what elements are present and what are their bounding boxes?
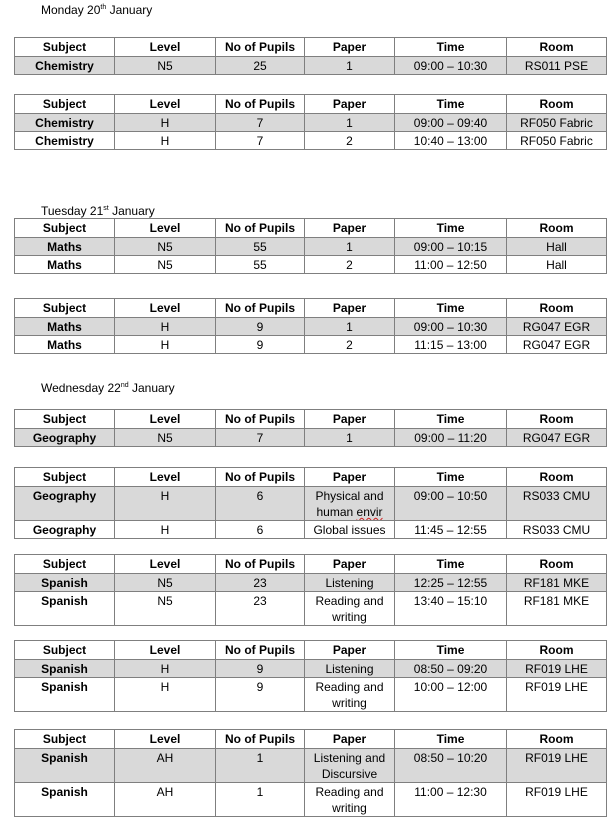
header-subject: Subject bbox=[15, 730, 115, 749]
cell-subject bbox=[15, 660, 115, 678]
cell-text: N5 bbox=[157, 594, 173, 608]
cell-text: 08:50 – 10:20 bbox=[413, 751, 488, 765]
cell-text: Hall bbox=[546, 258, 567, 272]
header-room: Room bbox=[507, 468, 607, 487]
header-pupils: No of Pupils bbox=[216, 219, 305, 238]
cell-text: 2 bbox=[346, 338, 353, 352]
cell-text: Reading and writing bbox=[315, 680, 384, 710]
cell-text: H bbox=[160, 338, 170, 352]
cell-time bbox=[395, 256, 507, 274]
header-subject: Subject bbox=[15, 38, 115, 57]
header-subject: Subject bbox=[15, 410, 115, 429]
cell-text: 09:00 – 10:50 bbox=[413, 489, 488, 503]
cell-text: Chemistry bbox=[35, 59, 94, 73]
cell-room bbox=[507, 57, 607, 75]
header-time: Time bbox=[395, 730, 507, 749]
cell-pupils bbox=[216, 678, 305, 712]
cell-room bbox=[507, 749, 607, 783]
cell-room bbox=[507, 429, 607, 447]
cell-pupils bbox=[216, 57, 305, 75]
table-row bbox=[15, 574, 607, 592]
cell-text: Global issues bbox=[313, 523, 386, 537]
cell-text: H bbox=[160, 662, 170, 676]
header-pupils: No of Pupils bbox=[216, 95, 305, 114]
table-row bbox=[15, 783, 607, 817]
cell-text: RG047 EGR bbox=[522, 320, 591, 334]
cell-paper bbox=[305, 660, 395, 678]
cell-room bbox=[507, 487, 607, 521]
day-month: January bbox=[109, 3, 153, 17]
cell-pupils bbox=[216, 336, 305, 354]
cell-subject bbox=[15, 132, 115, 150]
header-room: Room bbox=[507, 730, 607, 749]
header-pupils: No of Pupils bbox=[216, 410, 305, 429]
table-row bbox=[15, 114, 607, 132]
cell-level bbox=[115, 114, 216, 132]
cell-text: Maths bbox=[47, 240, 82, 254]
cell-text: Listening bbox=[325, 662, 374, 676]
exam-table bbox=[14, 554, 607, 626]
cell-text: AH bbox=[156, 751, 174, 765]
cell-text: Maths bbox=[47, 338, 82, 352]
cell-text: Spanish bbox=[41, 594, 88, 608]
cell-text-extra: envir bbox=[356, 505, 383, 519]
cell-time bbox=[395, 749, 507, 783]
cell-level bbox=[115, 57, 216, 75]
cell-room bbox=[507, 318, 607, 336]
cell-text: 9 bbox=[256, 338, 264, 352]
cell-text: N5 bbox=[157, 240, 173, 254]
cell-text: 11:00 – 12:50 bbox=[414, 258, 487, 272]
cell-text: Maths bbox=[47, 320, 82, 334]
cell-text: 11:15 – 13:00 bbox=[414, 338, 487, 352]
cell-time bbox=[395, 678, 507, 712]
cell-text: H bbox=[160, 680, 170, 694]
cell-text: Geography bbox=[32, 523, 97, 537]
header-paper: Paper bbox=[305, 299, 395, 318]
cell-text: RF019 LHE bbox=[525, 751, 588, 765]
cell-level bbox=[115, 521, 216, 539]
header-time: Time bbox=[395, 299, 507, 318]
cell-paper bbox=[305, 318, 395, 336]
cell-paper bbox=[305, 57, 395, 75]
cell-pupils bbox=[216, 318, 305, 336]
cell-text: RS011 PSE bbox=[524, 59, 589, 73]
cell-time bbox=[395, 318, 507, 336]
cell-level bbox=[115, 256, 216, 274]
cell-text: 10:00 – 12:00 bbox=[413, 680, 488, 694]
cell-paper bbox=[305, 429, 395, 447]
cell-pupils bbox=[216, 574, 305, 592]
cell-pupils bbox=[216, 256, 305, 274]
header-level: Level bbox=[115, 468, 216, 487]
exam-table bbox=[14, 409, 607, 447]
cell-level bbox=[115, 487, 216, 521]
cell-subject bbox=[15, 114, 115, 132]
table-row bbox=[15, 521, 607, 539]
header-level: Level bbox=[115, 95, 216, 114]
cell-pupils bbox=[216, 429, 305, 447]
header-subject: Subject bbox=[15, 468, 115, 487]
cell-paper bbox=[305, 574, 395, 592]
cell-room bbox=[507, 783, 607, 817]
cell-text: Chemistry bbox=[35, 116, 94, 130]
day-heading bbox=[41, 381, 175, 395]
cell-subject bbox=[15, 574, 115, 592]
cell-text: RS033 CMU bbox=[522, 523, 591, 537]
header-subject: Subject bbox=[15, 641, 115, 660]
cell-text: 1 bbox=[346, 116, 353, 130]
cell-paper bbox=[305, 114, 395, 132]
cell-paper bbox=[305, 749, 395, 783]
table-row bbox=[15, 592, 607, 626]
cell-subject bbox=[15, 256, 115, 274]
header-paper: Paper bbox=[305, 410, 395, 429]
cell-subject bbox=[15, 678, 115, 712]
cell-level bbox=[115, 660, 216, 678]
header-room: Room bbox=[507, 555, 607, 574]
cell-paper bbox=[305, 783, 395, 817]
cell-text: 9 bbox=[256, 680, 264, 694]
cell-text: H bbox=[160, 134, 170, 148]
cell-subject bbox=[15, 57, 115, 75]
cell-text: N5 bbox=[157, 258, 173, 272]
cell-text: RG047 EGR bbox=[522, 338, 591, 352]
exam-table bbox=[14, 37, 607, 75]
header-paper: Paper bbox=[305, 730, 395, 749]
table-header-row bbox=[15, 555, 607, 574]
header-room: Room bbox=[507, 299, 607, 318]
cell-level bbox=[115, 592, 216, 626]
day-suffix: nd bbox=[120, 382, 129, 389]
cell-subject bbox=[15, 783, 115, 817]
header-paper: Paper bbox=[305, 641, 395, 660]
cell-subject bbox=[15, 429, 115, 447]
cell-text: N5 bbox=[157, 431, 173, 445]
cell-text: 6 bbox=[256, 523, 264, 537]
day-name: Tuesday 21 bbox=[41, 204, 104, 218]
header-room: Room bbox=[507, 219, 607, 238]
table-header-row bbox=[15, 641, 607, 660]
cell-time bbox=[395, 132, 507, 150]
cell-text: Spanish bbox=[41, 680, 88, 694]
cell-time bbox=[395, 783, 507, 817]
cell-text: H bbox=[160, 320, 170, 334]
cell-text: RF019 LHE bbox=[525, 785, 588, 799]
cell-text: 1 bbox=[346, 431, 353, 445]
exam-table bbox=[14, 94, 607, 150]
cell-text: Listening bbox=[325, 576, 374, 590]
header-room: Room bbox=[507, 95, 607, 114]
table-row bbox=[15, 487, 607, 521]
cell-pupils bbox=[216, 114, 305, 132]
cell-text: H bbox=[160, 116, 170, 130]
cell-text: RF181 MKE bbox=[523, 594, 590, 608]
header-time: Time bbox=[395, 38, 507, 57]
table-header-row bbox=[15, 38, 607, 57]
cell-level bbox=[115, 749, 216, 783]
cell-paper bbox=[305, 592, 395, 626]
cell-text: 9 bbox=[256, 662, 264, 676]
cell-room bbox=[507, 678, 607, 712]
cell-text: N5 bbox=[157, 576, 173, 590]
cell-paper bbox=[305, 678, 395, 712]
cell-room bbox=[507, 256, 607, 274]
header-level: Level bbox=[115, 219, 216, 238]
cell-room bbox=[507, 238, 607, 256]
header-room: Room bbox=[507, 38, 607, 57]
header-paper: Paper bbox=[305, 38, 395, 57]
cell-text: H bbox=[160, 523, 170, 537]
cell-time bbox=[395, 238, 507, 256]
table-row bbox=[15, 318, 607, 336]
cell-pupils bbox=[216, 749, 305, 783]
header-time: Time bbox=[395, 410, 507, 429]
cell-paper bbox=[305, 521, 395, 539]
cell-room bbox=[507, 132, 607, 150]
header-pupils: No of Pupils bbox=[216, 555, 305, 574]
cell-text: Spanish bbox=[41, 662, 88, 676]
table-header-row bbox=[15, 730, 607, 749]
header-subject: Subject bbox=[15, 555, 115, 574]
day-name: Monday 20 bbox=[41, 3, 101, 17]
cell-pupils bbox=[216, 132, 305, 150]
table-row bbox=[15, 238, 607, 256]
cell-level bbox=[115, 429, 216, 447]
header-level: Level bbox=[115, 38, 216, 57]
cell-paper bbox=[305, 238, 395, 256]
table-row bbox=[15, 678, 607, 712]
cell-time bbox=[395, 487, 507, 521]
cell-text: 6 bbox=[256, 489, 264, 503]
cell-text: AH bbox=[156, 785, 174, 799]
day-month: January bbox=[131, 381, 175, 395]
header-paper: Paper bbox=[305, 95, 395, 114]
table-row bbox=[15, 749, 607, 783]
cell-time bbox=[395, 114, 507, 132]
cell-text: 10:40 – 13:00 bbox=[413, 134, 488, 148]
exam-table bbox=[14, 729, 607, 817]
cell-text: Spanish bbox=[41, 751, 88, 765]
table-row bbox=[15, 429, 607, 447]
cell-text: RF019 LHE bbox=[525, 680, 588, 694]
day-month: January bbox=[112, 204, 155, 218]
cell-room bbox=[507, 336, 607, 354]
exam-table bbox=[14, 640, 607, 712]
cell-subject bbox=[15, 318, 115, 336]
cell-text: RG047 EGR bbox=[522, 431, 591, 445]
cell-text: 23 bbox=[253, 594, 267, 608]
header-paper: Paper bbox=[305, 555, 395, 574]
table-row bbox=[15, 336, 607, 354]
cell-text: RF181 MKE bbox=[523, 576, 590, 590]
cell-time bbox=[395, 592, 507, 626]
cell-text: 11:00 – 12:30 bbox=[414, 785, 487, 799]
cell-room bbox=[507, 574, 607, 592]
cell-level bbox=[115, 238, 216, 256]
cell-paper bbox=[305, 256, 395, 274]
cell-time bbox=[395, 521, 507, 539]
cell-pupils bbox=[216, 660, 305, 678]
cell-text: 13:40 – 15:10 bbox=[413, 594, 488, 608]
cell-text: Maths bbox=[47, 258, 82, 272]
cell-text: 9 bbox=[256, 320, 264, 334]
cell-text: Geography bbox=[32, 489, 97, 503]
cell-subject bbox=[15, 749, 115, 783]
exam-table bbox=[14, 218, 607, 274]
cell-text: Hall bbox=[546, 240, 567, 254]
cell-text: 12:25 – 12:55 bbox=[413, 576, 488, 590]
cell-text: 1 bbox=[346, 59, 353, 73]
cell-pupils bbox=[216, 521, 305, 539]
exam-table bbox=[14, 467, 607, 539]
header-level: Level bbox=[115, 410, 216, 429]
table-row bbox=[15, 660, 607, 678]
cell-text: 55 bbox=[253, 258, 267, 272]
cell-subject bbox=[15, 238, 115, 256]
cell-text: Reading and writing bbox=[315, 785, 384, 815]
cell-text: 09:00 – 10:30 bbox=[413, 320, 488, 334]
cell-text: 2 bbox=[346, 258, 353, 272]
cell-text: Chemistry bbox=[35, 134, 94, 148]
cell-subject bbox=[15, 487, 115, 521]
cell-paper bbox=[305, 336, 395, 354]
cell-text: 08:50 – 09:20 bbox=[413, 662, 488, 676]
day-suffix: st bbox=[103, 205, 109, 212]
header-subject: Subject bbox=[15, 219, 115, 238]
cell-level bbox=[115, 336, 216, 354]
cell-text: 7 bbox=[256, 431, 264, 445]
table-header-row bbox=[15, 468, 607, 487]
cell-time bbox=[395, 429, 507, 447]
table-header-row bbox=[15, 219, 607, 238]
cell-paper bbox=[305, 132, 395, 150]
cell-text: Physical and human bbox=[315, 489, 384, 519]
cell-pupils bbox=[216, 487, 305, 521]
header-room: Room bbox=[507, 641, 607, 660]
cell-text: N5 bbox=[157, 59, 173, 73]
cell-subject bbox=[15, 592, 115, 626]
cell-time bbox=[395, 574, 507, 592]
cell-text: Spanish bbox=[41, 785, 88, 799]
day-suffix: th bbox=[100, 4, 107, 11]
cell-text: H bbox=[160, 489, 170, 503]
header-time: Time bbox=[395, 95, 507, 114]
cell-level bbox=[115, 132, 216, 150]
exam-table bbox=[14, 298, 607, 354]
header-pupils: No of Pupils bbox=[216, 641, 305, 660]
header-paper: Paper bbox=[305, 468, 395, 487]
header-pupils: No of Pupils bbox=[216, 299, 305, 318]
cell-text: 1 bbox=[346, 320, 353, 334]
cell-text: 1 bbox=[256, 751, 264, 765]
cell-text: RF019 LHE bbox=[525, 662, 588, 676]
cell-room bbox=[507, 521, 607, 539]
cell-text: RF050 Fabric bbox=[520, 116, 593, 130]
cell-text: 2 bbox=[346, 134, 353, 148]
cell-room bbox=[507, 660, 607, 678]
day-heading bbox=[41, 3, 152, 17]
header-subject: Subject bbox=[15, 299, 115, 318]
header-level: Level bbox=[115, 299, 216, 318]
cell-text: 09:00 – 10:30 bbox=[413, 59, 488, 73]
header-paper: Paper bbox=[305, 219, 395, 238]
cell-text: 23 bbox=[253, 576, 267, 590]
cell-text: 25 bbox=[253, 59, 267, 73]
header-level: Level bbox=[115, 641, 216, 660]
cell-text: 09:00 – 09:40 bbox=[413, 116, 488, 130]
header-level: Level bbox=[115, 555, 216, 574]
cell-time bbox=[395, 57, 507, 75]
cell-time bbox=[395, 660, 507, 678]
cell-text: Listening and Discursive bbox=[313, 751, 386, 781]
cell-text: RF050 Fabric bbox=[520, 134, 593, 148]
cell-subject bbox=[15, 521, 115, 539]
header-level: Level bbox=[115, 730, 216, 749]
cell-text: 7 bbox=[256, 116, 264, 130]
table-header-row bbox=[15, 95, 607, 114]
table-header-row bbox=[15, 299, 607, 318]
cell-pupils bbox=[216, 592, 305, 626]
cell-paper bbox=[305, 487, 395, 521]
day-name: Wednesday 22 bbox=[41, 381, 121, 395]
cell-text: 09:00 – 10:15 bbox=[413, 240, 488, 254]
cell-level bbox=[115, 783, 216, 817]
header-time: Time bbox=[395, 555, 507, 574]
cell-room bbox=[507, 114, 607, 132]
cell-pupils bbox=[216, 783, 305, 817]
table-row bbox=[15, 132, 607, 150]
cell-time bbox=[395, 336, 507, 354]
header-time: Time bbox=[395, 219, 507, 238]
table-header-row bbox=[15, 410, 607, 429]
day-heading bbox=[41, 204, 155, 218]
cell-text: 1 bbox=[346, 240, 353, 254]
header-time: Time bbox=[395, 468, 507, 487]
cell-level bbox=[115, 678, 216, 712]
cell-text: 11:45 – 12:55 bbox=[414, 523, 487, 537]
cell-level bbox=[115, 574, 216, 592]
table-row bbox=[15, 256, 607, 274]
cell-room bbox=[507, 592, 607, 626]
header-pupils: No of Pupils bbox=[216, 730, 305, 749]
cell-level bbox=[115, 318, 216, 336]
cell-subject bbox=[15, 336, 115, 354]
cell-pupils bbox=[216, 238, 305, 256]
cell-text: Spanish bbox=[41, 576, 88, 590]
cell-text: Reading and writing bbox=[315, 594, 384, 624]
cell-text: 7 bbox=[256, 134, 264, 148]
header-room: Room bbox=[507, 410, 607, 429]
cell-text: 1 bbox=[256, 785, 264, 799]
header-subject: Subject bbox=[15, 95, 115, 114]
cell-text: RS033 CMU bbox=[522, 489, 591, 503]
cell-text: Geography bbox=[32, 431, 97, 445]
table-row bbox=[15, 57, 607, 75]
header-pupils: No of Pupils bbox=[216, 38, 305, 57]
cell-text: 55 bbox=[253, 240, 267, 254]
header-time: Time bbox=[395, 641, 507, 660]
header-pupils: No of Pupils bbox=[216, 468, 305, 487]
cell-text: 09:00 – 11:20 bbox=[414, 431, 487, 445]
